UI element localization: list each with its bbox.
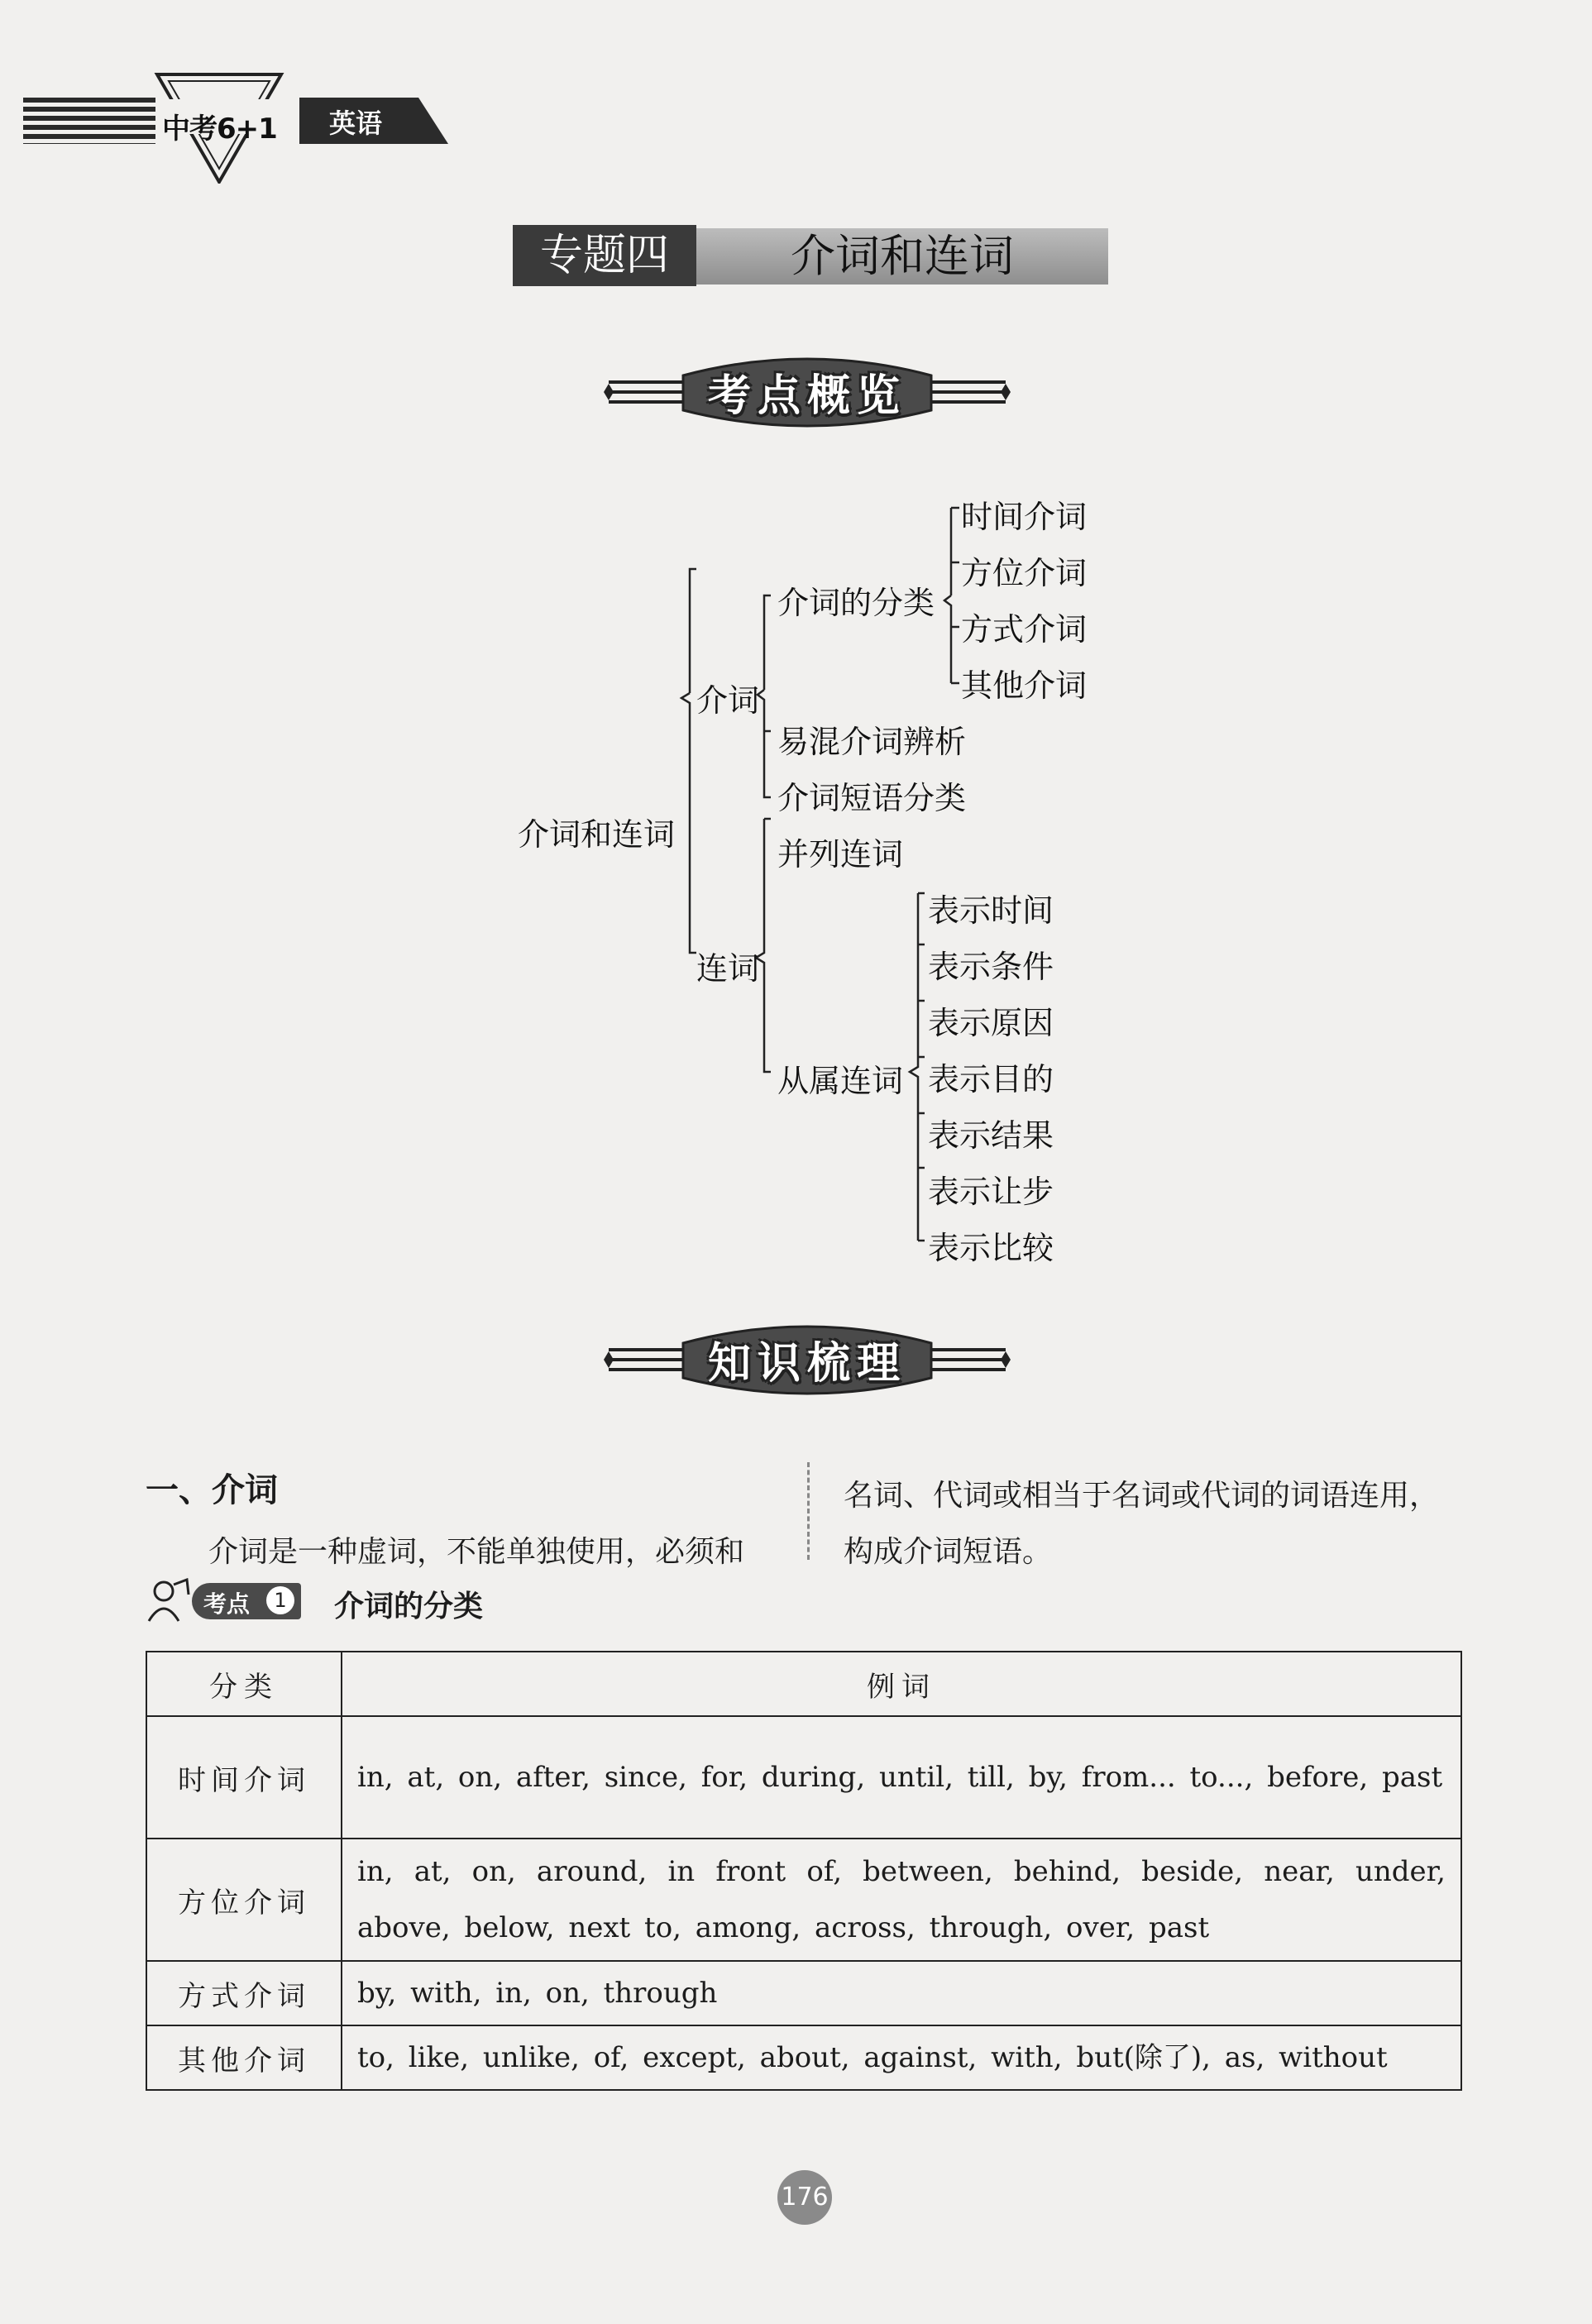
tree-prep-class: 介词的分类 [777,585,935,621]
kaodian-title: 介词的分类 [334,1590,484,1623]
table-cell-examples: in, at, on, after, since, for, during, until, till, by, from... to..., before, past [342,1716,1461,1839]
preposition-table [146,1651,1462,2091]
kaodian-label: 考点 [203,1590,251,1618]
tree-conj-type: 表示时间 [928,892,1054,929]
tree-conj-coord: 并列连词 [777,836,904,873]
paragraph-left: 介词是一种虚词，不能单独使用，必须和 [208,1535,745,1569]
tree-conj: 连词 [696,950,760,987]
table-cell-category: 时间介词 [146,1716,342,1839]
table-header-row [146,1652,1461,1716]
table-row [146,1839,1461,1961]
tree-prep-type: 其他介词 [961,667,1088,704]
tree-conj-type: 表示结果 [928,1117,1054,1154]
tree-prep-confuse: 易混介词辨析 [777,724,967,760]
paragraph-right-line-1: 名词、代词或相当于名词或代词的词语连用， [844,1479,1440,1513]
tree-prep-type: 方位介词 [961,555,1088,591]
tree-conj-type: 表示让步 [928,1174,1054,1210]
topic-number: 专题四 [513,225,696,286]
table-cell-category: 方位介词 [146,1839,342,1961]
tree-prep-type: 方式介词 [961,611,1088,648]
paragraph-right-line-2: 构成介词短语。 [844,1535,1053,1569]
subject-label: 英语 [329,108,383,139]
table-cell-category: 其他介词 [146,2025,342,2090]
page-number: 176 [777,2170,832,2225]
kaodian-person-icon [146,1578,195,1624]
banner-knowledge-title: 知识梳理 [707,1339,906,1389]
section-heading: 一、介词 [146,1471,278,1509]
table-header-category: 分类 [146,1652,342,1716]
table-header-examples: 例词 [342,1652,1461,1716]
table-row [146,2025,1461,2090]
table-cell-examples: by, with, in, on, through [342,1961,1461,2025]
tree-conj-sub: 从属连词 [777,1063,904,1099]
tree-conj-type: 表示比较 [928,1230,1054,1266]
table-row [146,1716,1461,1839]
table-cell-examples: in, at, on, around, in front of, between, behind, beside, near, under, above, below, next to, among, across, through, over, past [342,1839,1461,1961]
header-stripes [23,98,155,144]
column-divider [807,1462,810,1560]
tree-prep-type: 时间介词 [961,499,1088,535]
kaodian-badge [192,1583,301,1619]
brand-name: 中考6+1 [162,112,277,146]
tree-root: 介词和连词 [518,816,676,853]
banner-overview-title: 考点概览 [707,371,906,421]
tree-conj-type: 表示目的 [928,1061,1054,1097]
table-cell-category: 方式介词 [146,1961,342,2025]
table-row [146,1961,1461,2025]
tree-conj-type: 表示原因 [928,1005,1054,1041]
kaodian-number: 1 [266,1586,294,1614]
tree-prep-phrase: 介词短语分类 [777,780,967,816]
tree-prep: 介词 [696,682,760,719]
topic-title: 介词和连词 [696,228,1108,285]
tree-conj-type: 表示条件 [928,949,1054,985]
table-cell-examples: to, like, unlike, of, except, about, against, with, but(除了), as, without [342,2025,1461,2090]
